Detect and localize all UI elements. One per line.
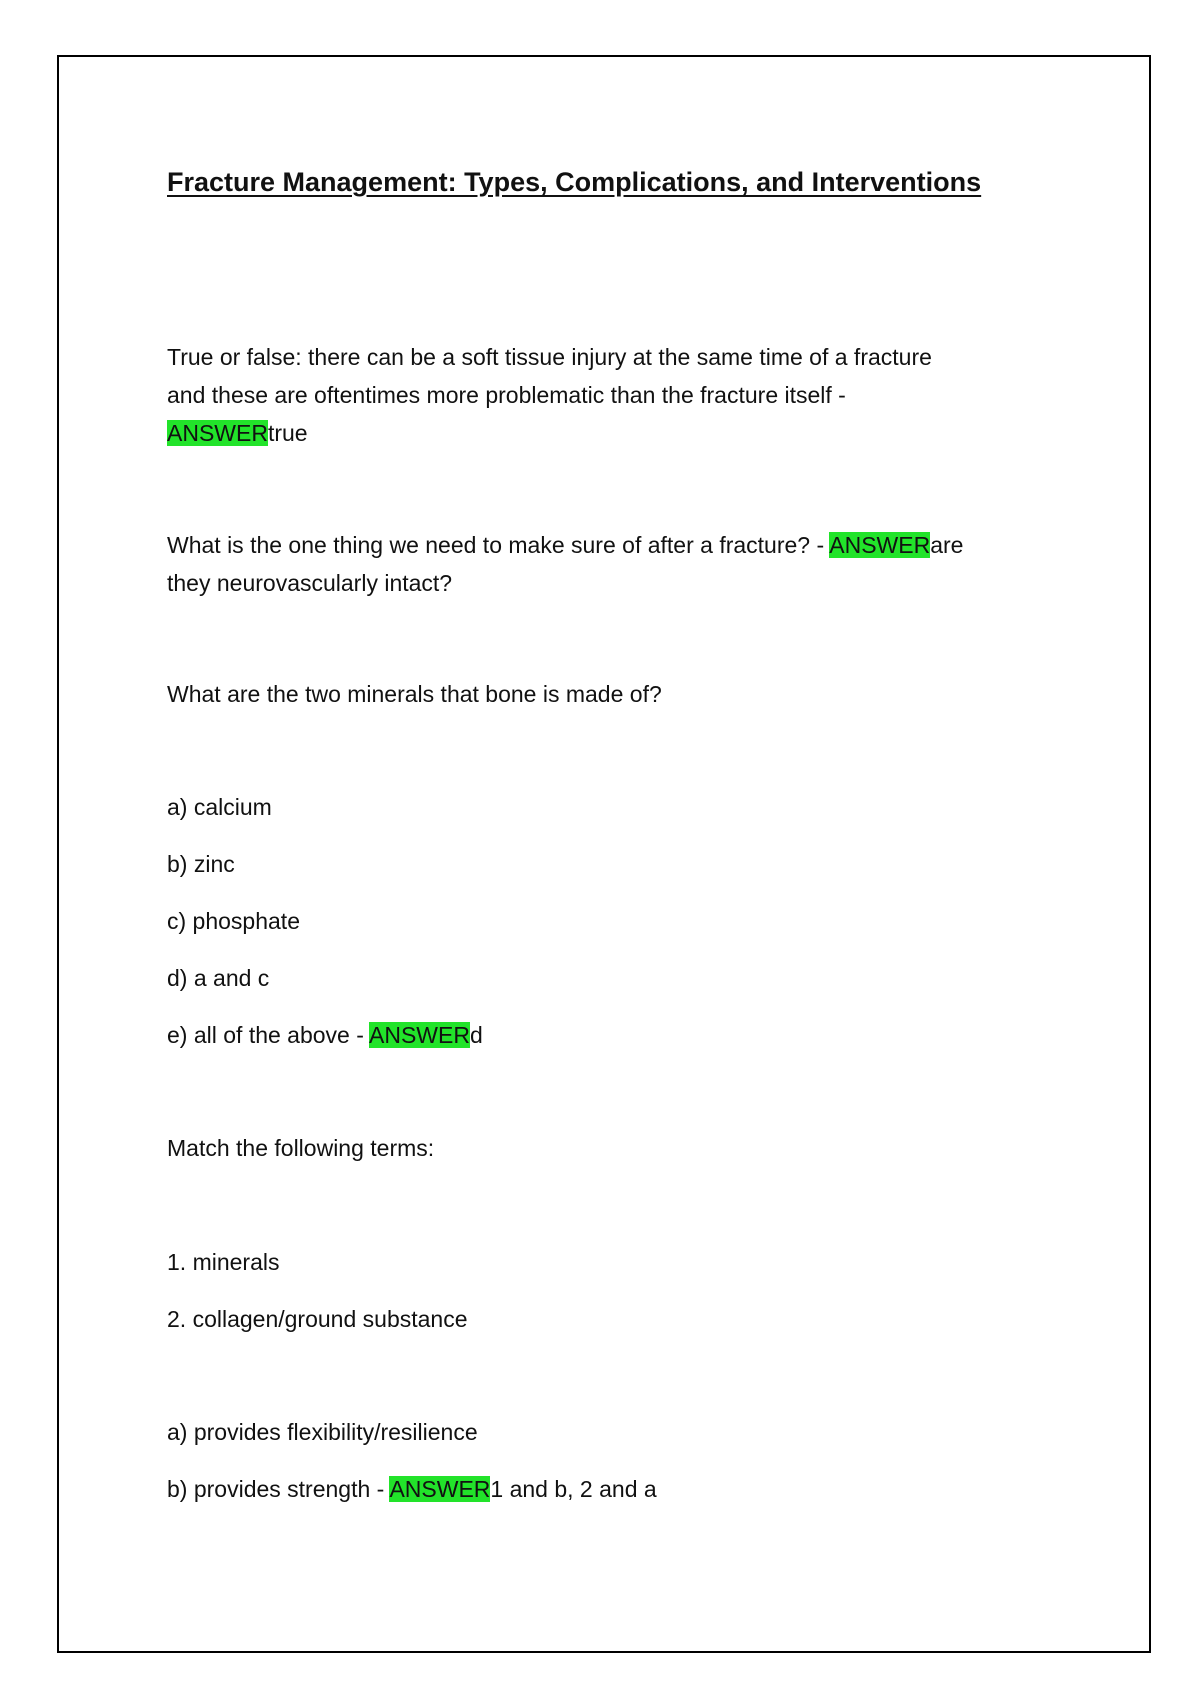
q1-answer: true xyxy=(267,420,308,446)
q4-definition-b-text: b) provides strength - xyxy=(167,1476,390,1502)
q1-answer-line xyxy=(167,414,308,452)
q4-term-2: 2. collagen/ground substance xyxy=(167,1306,468,1332)
document-title: Fracture Management: Types, Complications, and Interventions xyxy=(167,167,982,197)
q4-definition-a: a) provides flexibility/resilience xyxy=(167,1419,478,1445)
q3-question: What are the two minerals that bone is made of? xyxy=(167,681,662,707)
q3-answer: d xyxy=(469,1022,483,1048)
q2-line-1 xyxy=(167,526,963,564)
q3-option-b: b) zinc xyxy=(167,851,235,877)
q3-option-a: a) calcium xyxy=(167,794,272,820)
answer-marker: ANSWER xyxy=(167,420,268,446)
answer-marker: ANSWER xyxy=(389,1476,491,1502)
q3-option-d: d) a and c xyxy=(167,965,270,991)
q4-term-1: 1. minerals xyxy=(167,1249,280,1275)
q1-line-1: True or false: there can be a soft tissue injury at the same time of a fracture xyxy=(167,344,932,370)
q4-answer: 1 and b, 2 and a xyxy=(490,1476,657,1502)
q2-answer-part1: are xyxy=(930,532,964,558)
q2-answer-part2: they neurovascularly intact? xyxy=(167,570,453,596)
q2-question: What is the one thing we need to make sure of after a fracture? - xyxy=(167,532,830,558)
q4-definition-b xyxy=(167,1470,657,1508)
answer-marker: ANSWER xyxy=(369,1022,470,1048)
q4-question: Match the following terms: xyxy=(167,1135,435,1161)
q1-line-2: and these are oftentimes more problematic than the fracture itself - xyxy=(167,382,846,408)
q3-option-c: c) phosphate xyxy=(167,908,300,934)
answer-marker: ANSWER xyxy=(829,532,931,558)
q3-option-e xyxy=(167,1016,483,1054)
q3-last-option: e) all of the above - xyxy=(167,1022,370,1048)
